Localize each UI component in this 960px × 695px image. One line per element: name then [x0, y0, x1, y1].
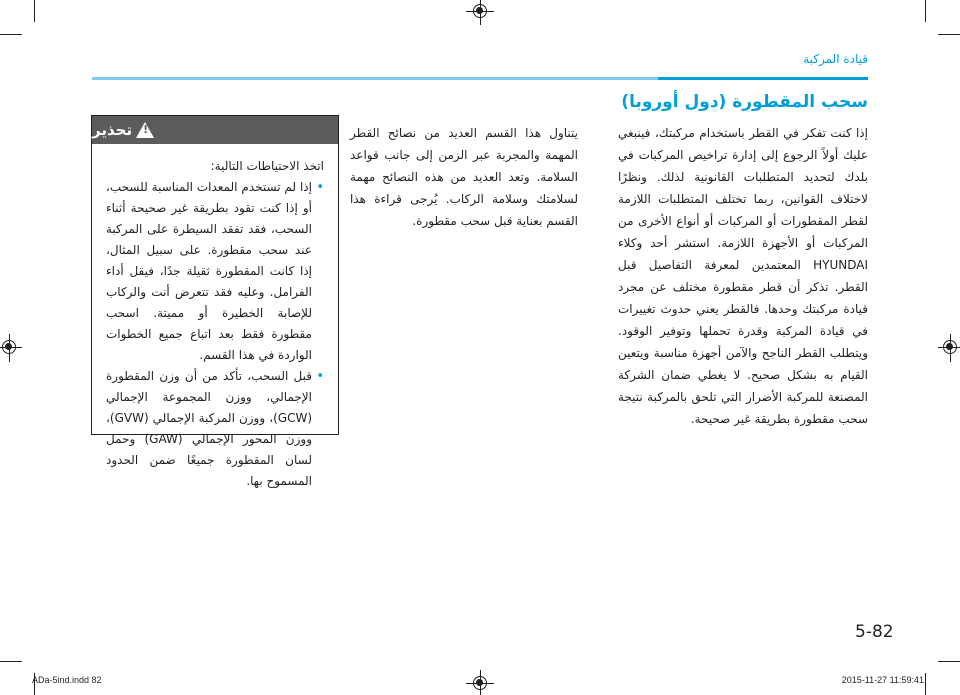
crop-mark: [0, 34, 22, 35]
registration-mark-icon: [943, 340, 957, 354]
registration-mark-icon: [473, 4, 487, 18]
warning-item: • قبل السحب، تأكد من أن وزن المقطورة الإجمالي، ووزن المجموعة الإجمالي (GCW)، ووزن المركبة الإجمالي (GVW)، ووزن المحور الإجمالي (GAW) وحمل لسان المقطورة جميعًا ضمن الحدود المسموح بها.: [106, 366, 312, 492]
header-rule-accent: [658, 77, 868, 80]
registration-mark-icon: [473, 676, 487, 690]
warning-body: [92, 144, 338, 492]
crop-mark: [925, 673, 926, 695]
crop-mark: [938, 34, 960, 35]
page-number: 5-82: [855, 622, 894, 642]
footer-file-name: ADa-5ind.indd 82: [32, 675, 102, 685]
crop-mark: [0, 661, 22, 662]
crop-mark: [34, 0, 35, 22]
warning-triangle-icon: [136, 122, 154, 138]
chapter-label: قيادة المركبة: [803, 52, 868, 66]
warning-intro: اتخذ الاحتياطات التالية:: [210, 159, 324, 173]
footer-timestamp: 2015-11-27 11:59:41: [841, 675, 924, 685]
header-rule: [92, 77, 868, 80]
crop-mark: [938, 661, 960, 662]
body-text-middle-column: يتناول هذا القسم العديد من نصائح القطر المهمة والمجربة عبر الزمن إلى جانب قواعد السلامة. وتعد العديد من هذه النصائح مهمة لسلامتك وسلامة الركاب. يُرجى قراءة هذا القسم بعناية قبل سحب مقطورة.: [350, 126, 578, 228]
warning-list: [106, 177, 324, 492]
section-title: سحب المقطورة (دول أوروبا): [621, 92, 868, 112]
registration-mark-icon: [2, 340, 16, 354]
warning-heading: تحذير: [92, 121, 133, 139]
warning-box: [91, 115, 339, 488]
body-text-right-column: إذا كنت تفكر في القطر باستخدام مركبتك، فينبغي عليك أولاً الرجوع إلى إدارة تراخيص المركبات في بلدك لتحديد المتطلبات القانونية لذلك. ونظرًا لاختلاف القوانين، ربما تختلف المتطلبات اللازمة لقطر المقطورات أو المركبات أو أنواع الأخرى من المركبات أو الأجهزة اللازمة. استشر أحد وكلاء HYUNDAI المعتمدين لمعرفة التفاصيل قبل القطر. تذكر أن قطر مقطورة مختلف عن مجرد قيادة مركبتك وحدها. فالقطر يعني حدوث تغييرات في قيادة المركبة وقدرة تحملها وتوفير الوقود. ويتطلب القطر الناجح والآمن أجهزة مناسبة ويتعين القيام به بشكل صحيح. لا يغطي ضمان الشركة المصنعة للمركبة الأضرار التي تلحق بالمركبة نتيجة سحب مقطورة بطريقة غير صحيحة.: [618, 126, 868, 426]
crop-mark: [925, 0, 926, 22]
warning-item: • إذا لم تستخدم المعدات المناسبة للسحب، أو إذا كنت تقود بطريقة غير صحيحة أثناء السحب، فقد تفقد السيطرة على المركبة عند سحب مقطورة. على سبيل المثال، إذا كانت المقطورة ثقيلة جدًا، فيقل أداء الفرامل. وعليه فقد تتعرض أنت والركاب للإصابة الخطيرة أو مميتة. اسحب مقطورة فقط بعد اتباع جميع الخطوات الواردة في هذا القسم.: [106, 177, 312, 366]
warning-header: [92, 116, 338, 144]
